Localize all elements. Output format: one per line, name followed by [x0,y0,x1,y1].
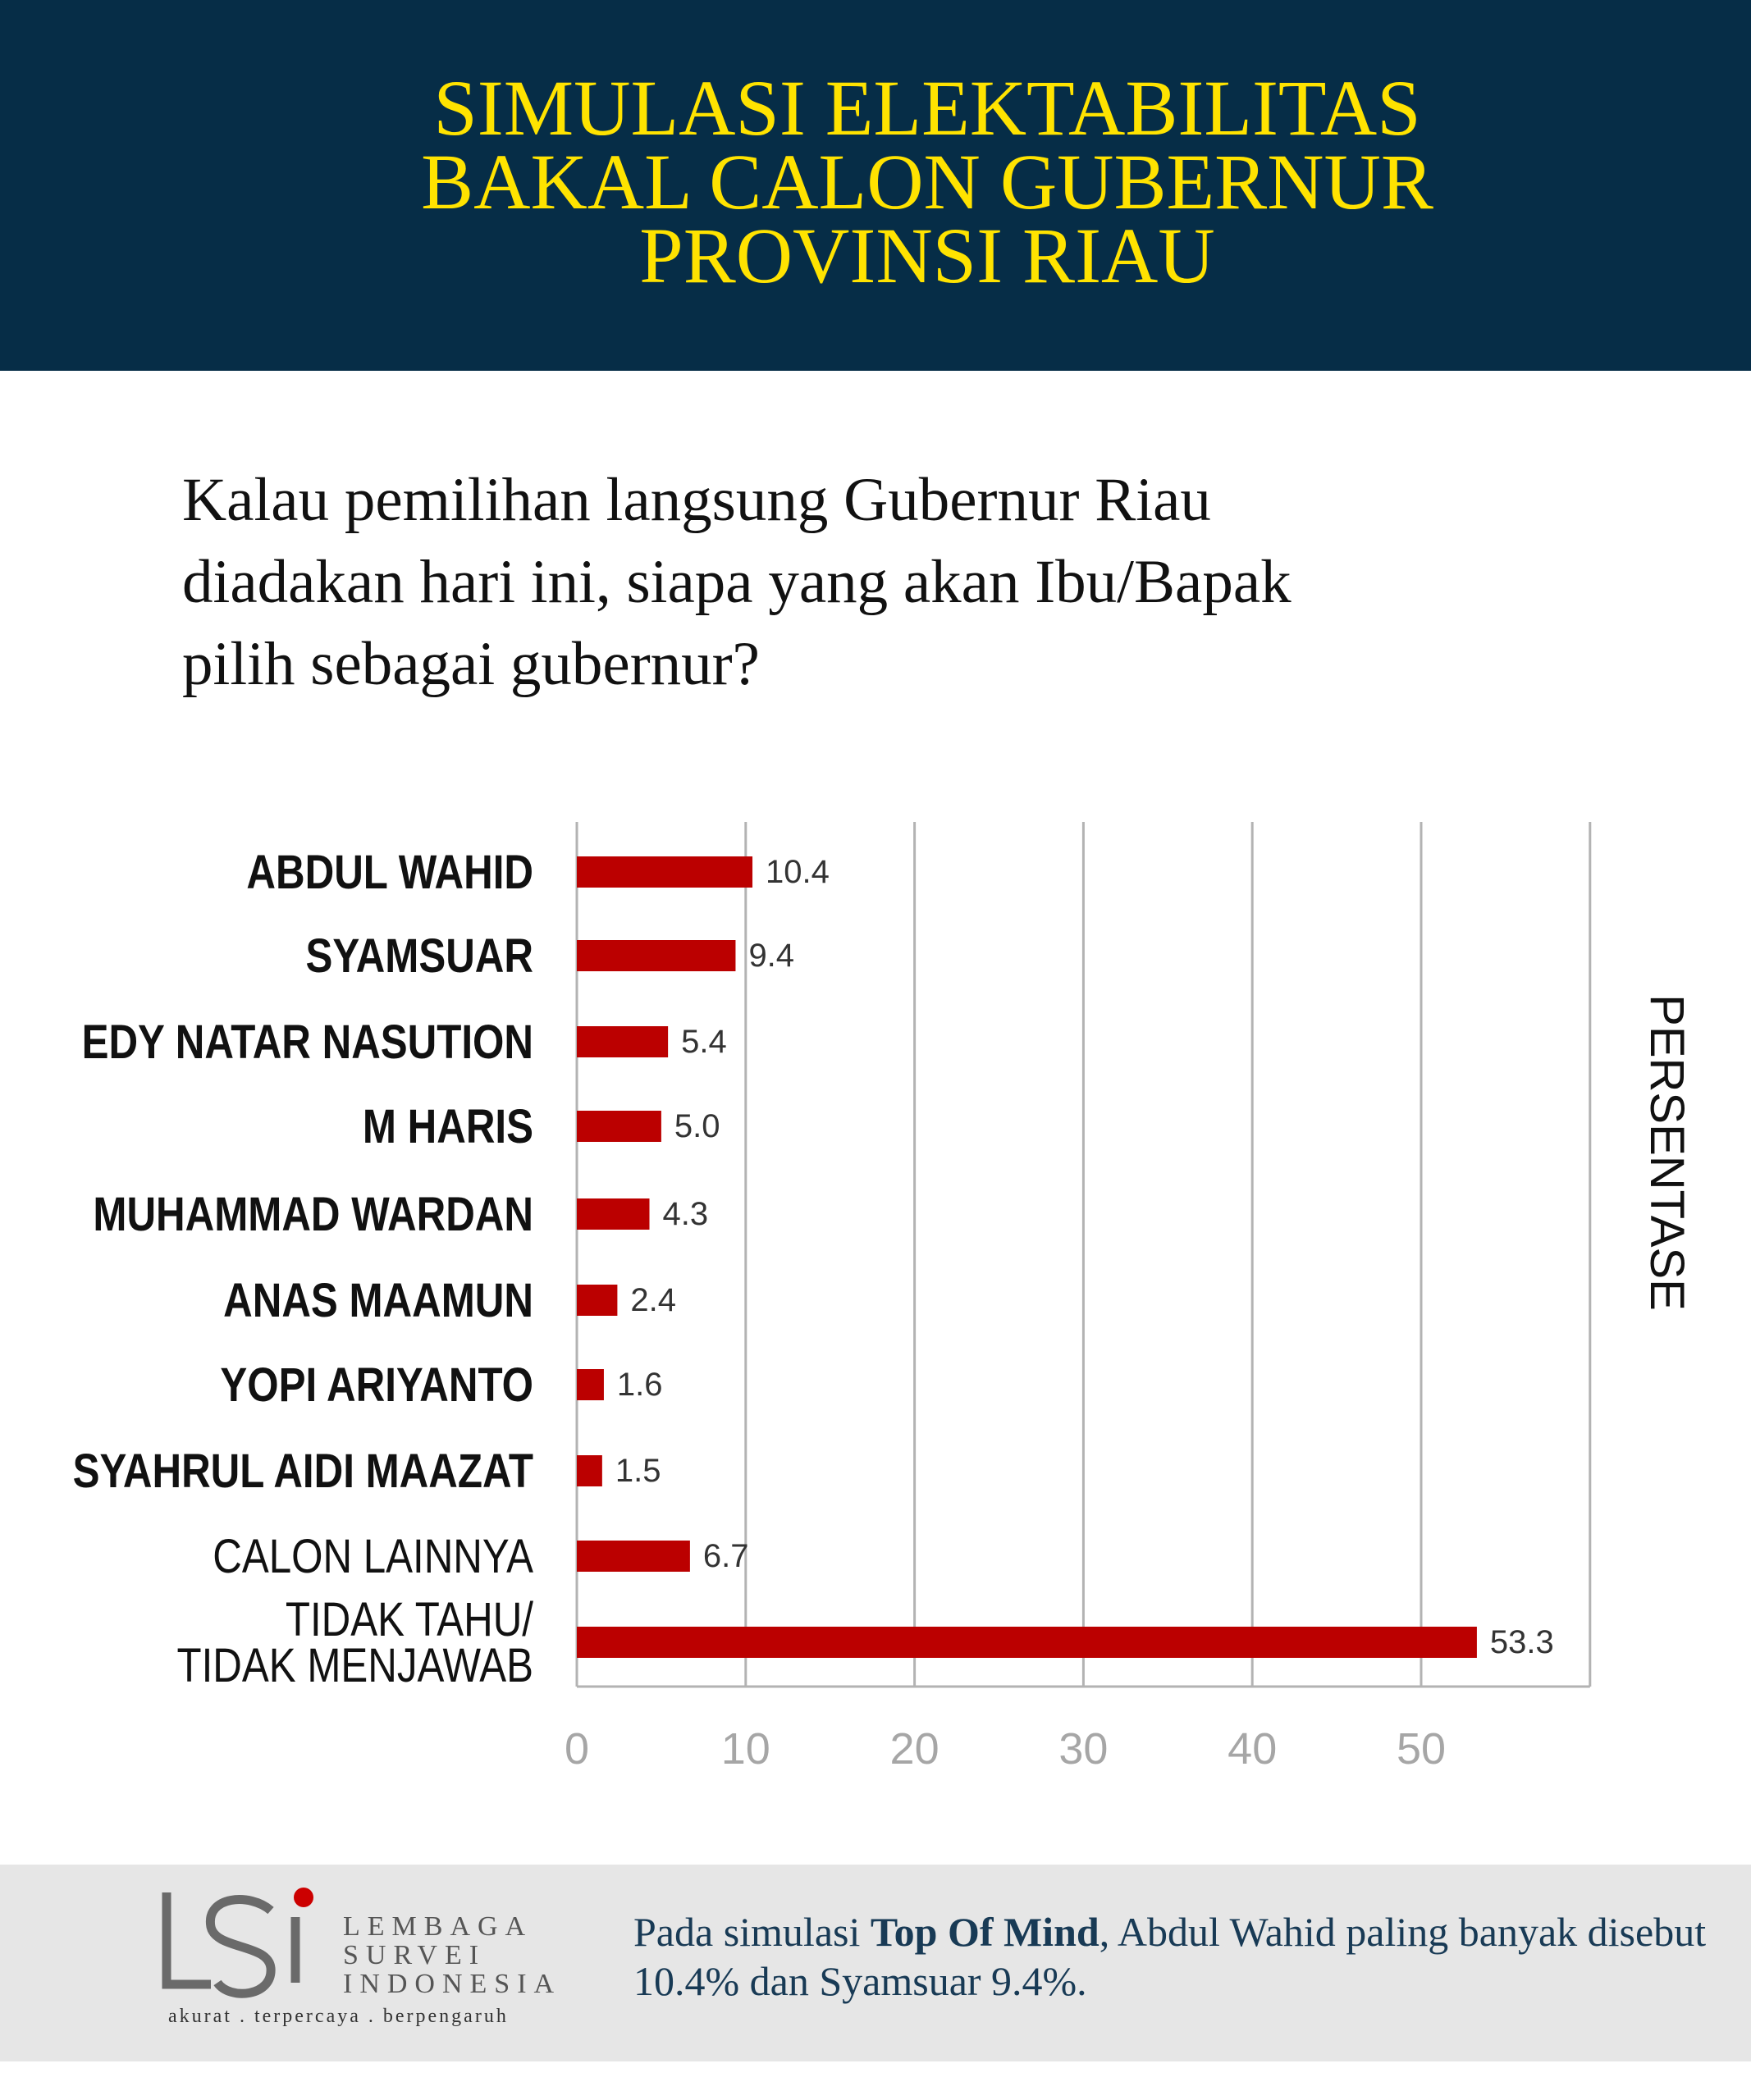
question-line-1: Kalau pemilihan langsung Gubernur Riau [182,466,1211,534]
logo-word-indonesia: INDONESIA [343,1969,562,1999]
question-line-2: diadakan hari ini, siapa yang akan Ibu/Bapak [182,548,1292,616]
category-label: EDY NATAR NASUTION [81,1016,533,1069]
bar-value-label: 6.7 [702,1538,749,1574]
footer [0,1865,1751,2061]
category-label: CALON LAINNYA [213,1530,533,1583]
logo-tagline: akurat . terpercaya . berpengaruh [168,2006,509,2027]
bar-value-label: 5.0 [674,1108,720,1144]
x-tick-label: 50 [1396,1724,1447,1774]
x-tick-label: 20 [889,1724,940,1774]
bar [577,1285,617,1316]
category-label: ANAS MAAMUN [223,1274,533,1327]
category-label: MUHAMMAD WARDAN [93,1188,533,1241]
title-line-2: BAKAL CALON GUBERNUR [421,138,1433,226]
logo-word-survei: SURVEI [343,1940,487,1970]
logo-word-lembaga: LEMBAGA [343,1911,533,1942]
bar-value-label: 9.4 [748,938,795,974]
category-label: TIDAK MENJAWAB [176,1639,533,1692]
bar-value-label: 10.4 [766,854,830,890]
bar-value-label: 1.6 [616,1367,663,1403]
title-line-3: PROVINSI RIAU [639,212,1215,299]
bar [577,1369,604,1400]
lsi-logo-mark [160,1886,324,2009]
note-post: , Abdul Wahid paling banyak disebut 10.4% dan Syamsuar 9.4%. [633,1909,1707,2004]
axis-title: PERSENTASE [1640,994,1694,1311]
bar [577,1541,690,1572]
x-tick-label: 30 [1058,1724,1109,1774]
category-label: SYAHRUL AIDI MAAZAT [72,1445,533,1498]
bar [577,1026,668,1057]
bar [577,1111,661,1142]
category-label: M HARIS [362,1100,533,1153]
bar-value-label: 1.5 [615,1453,661,1489]
note-pre: Pada simulasi [633,1909,871,1955]
x-tick-label: 10 [720,1724,770,1774]
bar [577,1627,1477,1658]
category-label: TIDAK TAHU/ [285,1593,533,1646]
bar-value-label: 5.4 [681,1024,727,1060]
bar-value-label: 53.3 [1489,1624,1554,1660]
note-bold: Top Of Mind [870,1909,1100,1955]
footer-note [633,1907,1717,2006]
bar-value-label: 2.4 [630,1282,677,1318]
category-label: ABDUL WAHID [246,846,533,899]
bar [577,1455,602,1486]
category-label: YOPI ARIYANTO [220,1358,533,1412]
bar [577,940,735,971]
bar-value-label: 4.3 [662,1196,709,1232]
title-line-1: SIMULASI ELEKTABILITAS [433,64,1421,152]
bar [577,856,752,888]
x-tick-label: 40 [1228,1724,1278,1774]
category-label: SYAMSUAR [305,929,533,983]
question-line-3: pilih sebagai gubernur? [182,630,760,698]
bar [577,1198,649,1230]
x-tick-label: 0 [564,1724,590,1774]
